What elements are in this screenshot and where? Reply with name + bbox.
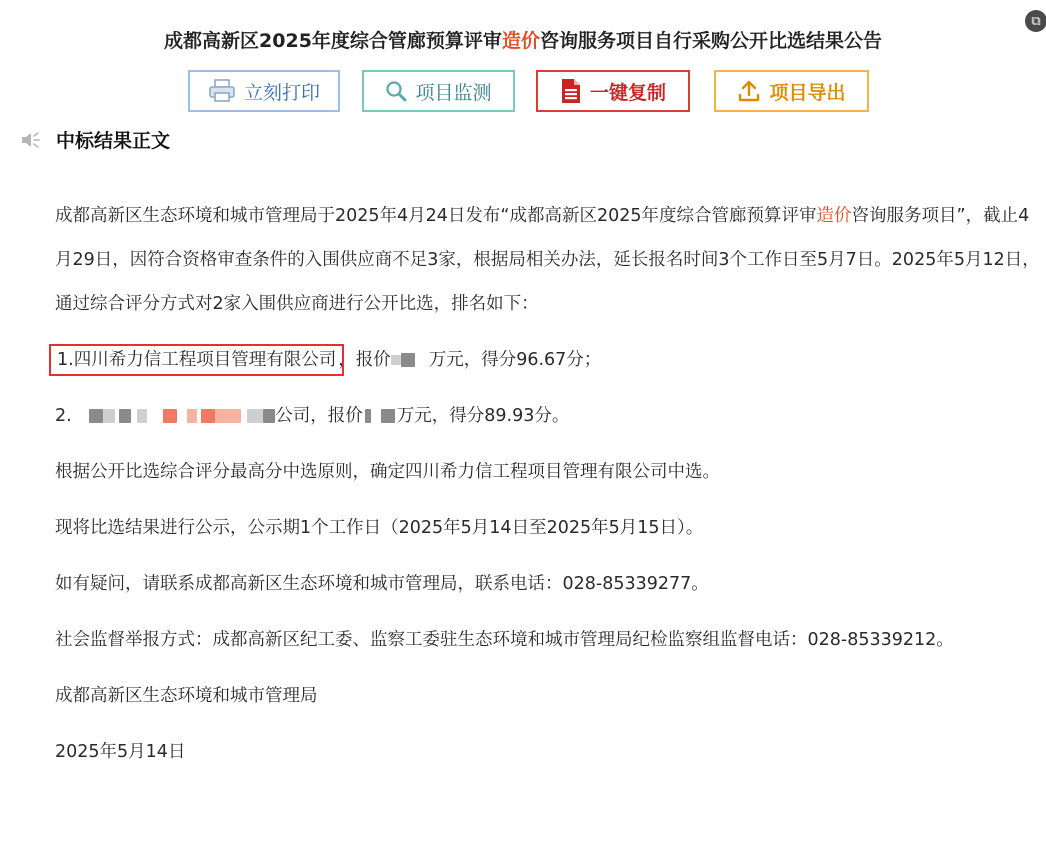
page-title: 成都高新区2025年度综合管廊预算评审造价咨询服务项目自行采购公开比选结果公告 xyxy=(164,30,882,52)
signature: 成都高新区生态环境和城市管理局 xyxy=(55,686,318,706)
date: 2025年5月14日 xyxy=(55,742,186,762)
print-button[interactable] xyxy=(188,70,340,112)
result-paragraph: 根据公开比选综合评分最高分中选原则，确定四川希力信工程项目管理有限公司中选。 xyxy=(55,462,720,482)
ranking-item-2: 2. 公司，报价 万元，得分89.93分。 xyxy=(55,406,570,426)
document-icon xyxy=(560,78,582,104)
monitor-button[interactable] xyxy=(362,70,515,112)
ranking-item-1: 1.四川希力信工程项目管理有限公司 ，报价 万元，得分96.67分； xyxy=(57,350,602,370)
title-highlight: 造价 xyxy=(501,30,540,52)
screenshot-icon[interactable]: ⧉ xyxy=(1025,10,1046,32)
export-label: 项目导出 xyxy=(769,81,846,104)
supervision-paragraph: 社会监督举报方式：成都高新区纪工委、监察工委驻生态环境和城市管理局纪检监察组监督电话：028-85339212。 xyxy=(55,630,954,650)
speaker-icon xyxy=(20,131,42,149)
body-highlight: 造价 xyxy=(816,206,852,226)
section-heading: 中标结果正文 xyxy=(56,130,171,152)
upload-icon xyxy=(737,79,761,103)
section-header xyxy=(20,126,170,153)
intro-paragraph: 成都高新区生态环境和城市管理局于2025年4月24日发布“成都高新区2025年度综合管廊预算评审造价咨询服务项目”，截止4月29日，因符合资格审查条件的入围供应商不足3家，根据局相关办法，延长报名时间3个工作日至5月7日。2025年5月12日，通过综合评分方式对2家入围供应商进行公开比选，排名如下： xyxy=(55,206,1040,314)
contact-paragraph: 如有疑问，请联系成都高新区生态环境和城市管理局，联系电话：028-85339277。 xyxy=(55,574,709,594)
print-label: 立刻打印 xyxy=(243,81,320,104)
monitor-label: 项目监测 xyxy=(415,81,492,104)
export-button[interactable] xyxy=(714,70,869,112)
printer-icon xyxy=(208,79,236,103)
publicity-paragraph: 现将比选结果进行公示，公示期1个工作日（2025年5月14日至2025年5月15日）。 xyxy=(55,518,704,538)
copy-label: 一键复制 xyxy=(589,81,666,104)
search-icon xyxy=(385,80,407,102)
announcement-body xyxy=(55,194,1040,774)
highlighted-company: 1.四川希力信工程项目管理有限公司 xyxy=(57,350,337,370)
copy-button[interactable] xyxy=(536,70,690,112)
